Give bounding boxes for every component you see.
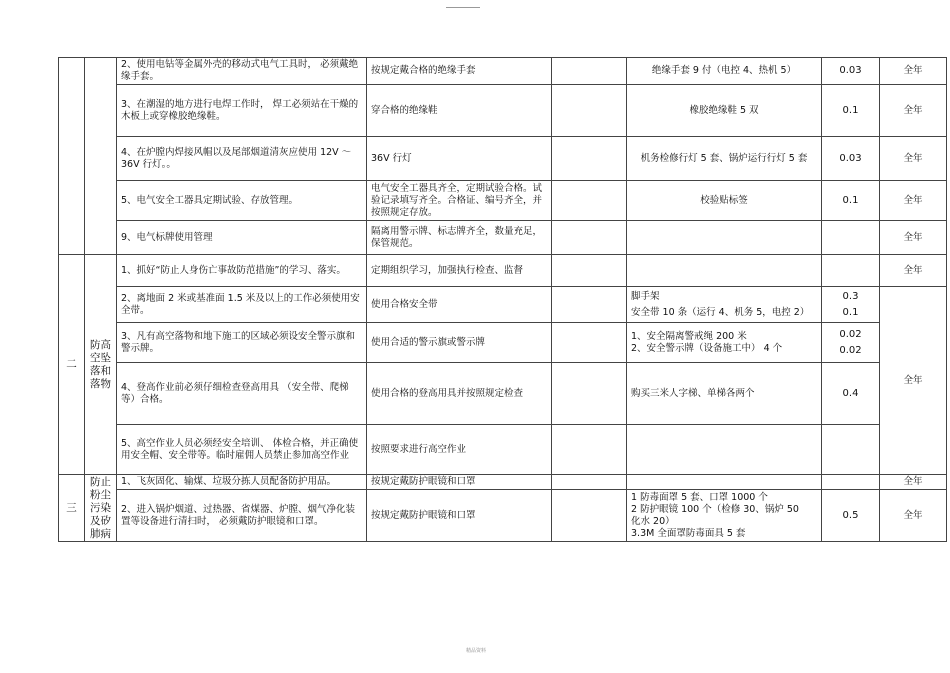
blank-cell <box>552 255 627 287</box>
category-line: 肺病 <box>90 527 111 540</box>
table-row <box>59 181 947 221</box>
blank-cell <box>552 287 627 323</box>
blank-cell <box>552 490 627 542</box>
category-line: 防止 <box>90 475 111 488</box>
period-cell: 全年 <box>880 181 947 221</box>
measure-cell: 穿合格的绝缘鞋 <box>367 85 552 137</box>
footer-note: 精品资料 <box>466 648 487 654</box>
measure-cell: 使用合适的警示旗或警示牌 <box>367 323 552 363</box>
category-line: 防高 <box>90 338 111 351</box>
measure-cell: 按规定戴合格的绝缘手套 <box>367 58 552 85</box>
measure-cell: 定期组织学习，加强执行检查、监督 <box>367 255 552 287</box>
period-cell: 全年 <box>880 58 947 85</box>
plan-line: 脚手架 <box>631 290 660 302</box>
category-line: 及矽 <box>90 514 111 527</box>
item-cell: 2、使用电钻等金属外壳的移动式电气工具时， 必须戴绝缘手套。 <box>117 58 367 85</box>
plan-cell <box>627 323 822 363</box>
item-cell: 4、登高作业前必须仔细检查登高用具 （安全带、爬梯等）合格。 <box>117 363 367 425</box>
item-cell: 2、离地面 2 米或基准面 1.5 米及以上的工作必须使用安全带。 <box>117 287 367 323</box>
blank-cell <box>552 475 627 490</box>
plan-cell <box>627 221 822 255</box>
item-cell: 5、电气安全工器具定期试验、存放管理。 <box>117 181 367 221</box>
plan-cell: 绝缘手套 9 付（电控 4、热机 5） <box>627 58 822 85</box>
blank-cell <box>552 137 627 181</box>
plan-line: 2、安全警示牌（设备施工中） 4 个 <box>631 342 783 354</box>
plan-line: 2 防护眼镜 100 个（检修 30、锅炉 50 <box>631 503 799 515</box>
measure-cell: 隔离用警示牌、标志牌齐全，数量充足，保管规范。 <box>367 221 552 255</box>
table-row <box>59 363 947 425</box>
category-line: 空坠 <box>90 351 111 364</box>
plan-cell <box>627 475 822 490</box>
measure-cell: 按照要求进行高空作业 <box>367 425 552 475</box>
period-cell: 全年 <box>880 490 947 542</box>
table-row <box>59 490 947 542</box>
section-number-cell <box>59 58 85 255</box>
table-row <box>59 287 947 323</box>
safety-measures-table <box>58 57 947 542</box>
cost-line: 0.02 <box>839 328 862 340</box>
item-cell: 5、高空作业人员必须经安全培训、 体检合格，并正确使用安全帽、安全带等。临时雇佣人员禁止参加高空作业 <box>117 425 367 475</box>
plan-line: 3.3M 全面罩防毒面具 5 套 <box>631 527 746 539</box>
cost-line: 0.1 <box>842 306 859 318</box>
measure-cell: 使用合格安全带 <box>367 287 552 323</box>
table-row <box>59 323 947 363</box>
category-line: 污染 <box>90 501 111 514</box>
measure-cell: 使用合格的登高用具并按照规定检查 <box>367 363 552 425</box>
period-cell: 全年 <box>880 85 947 137</box>
table-row <box>59 137 947 181</box>
item-cell: 1、飞灰固化、输煤、垃圾分拣人员配备防护用品。 <box>117 475 367 490</box>
period-cell: 全年 <box>880 221 947 255</box>
measure-cell: 电气安全工器具齐全，定期试验合格。试验记录填写齐全。合格证、编号齐全，并按照规定存放。 <box>367 181 552 221</box>
category-line: 粉尘 <box>90 488 111 501</box>
table-row <box>59 475 947 490</box>
blank-cell <box>552 58 627 85</box>
plan-line: 1 防毒面罩 5 套、口罩 1000 个 <box>631 491 768 503</box>
plan-cell <box>627 490 822 542</box>
blank-cell <box>552 323 627 363</box>
measure-cell: 按规定戴防护眼镜和口罩 <box>367 475 552 490</box>
blank-cell <box>552 221 627 255</box>
plan-cell <box>627 255 822 287</box>
cost-cell <box>822 255 880 287</box>
section-category-cell <box>85 475 117 542</box>
cost-cell <box>822 221 880 255</box>
plan-cell: 橡胶绝缘鞋 5 双 <box>627 85 822 137</box>
cost-cell <box>822 323 880 363</box>
section-number-cell: 二 <box>59 255 85 475</box>
cost-cell: 0.5 <box>822 490 880 542</box>
blank-cell <box>552 425 627 475</box>
item-cell: 1、抓好“防止人身伤亡事故防范措施”的学习、落实。 <box>117 255 367 287</box>
plan-cell <box>627 287 822 323</box>
period-cell: 全年 <box>880 287 947 475</box>
section-number-cell: 三 <box>59 475 85 542</box>
cost-line: 0.02 <box>839 344 862 356</box>
blank-cell <box>552 85 627 137</box>
section-category-cell <box>85 58 117 255</box>
plan-line: 化水 20） <box>631 515 675 527</box>
table-row <box>59 425 947 475</box>
cost-cell <box>822 287 880 323</box>
period-cell: 全年 <box>880 137 947 181</box>
section-category-cell <box>85 255 117 475</box>
measure-cell: 按规定戴防护眼镜和口罩 <box>367 490 552 542</box>
item-cell: 9、电气标牌使用管理 <box>117 221 367 255</box>
plan-cell: 购买三米人字梯、单梯各两个 <box>627 363 822 425</box>
period-cell: 全年 <box>880 255 947 287</box>
plan-line: 1、安全隔离警戒绳 200 米 <box>631 330 747 342</box>
cost-cell: 0.1 <box>822 85 880 137</box>
period-cell: 全年 <box>880 475 947 490</box>
plan-cell <box>627 425 822 475</box>
item-cell: 3、在潮湿的地方进行电焊工作时， 焊工必须站在干燥的木板上或穿橡胶绝缘鞋。 <box>117 85 367 137</box>
table-row <box>59 85 947 137</box>
item-cell: 4、在炉膛内焊接风帽以及尾部烟道清灰应使用 12V ～36V 行灯。。 <box>117 137 367 181</box>
cost-cell: 0.03 <box>822 137 880 181</box>
measure-cell: 36V 行灯 <box>367 137 552 181</box>
table-row <box>59 58 947 85</box>
table-row <box>59 221 947 255</box>
item-cell: 2、进入锅炉烟道、过热器、省煤器、炉膛、烟气净化装置等设备进行清扫时， 必须戴防护眼镜和口罩。 <box>117 490 367 542</box>
category-line: 落物 <box>90 377 111 390</box>
cost-line: 0.3 <box>842 290 859 302</box>
cost-cell <box>822 475 880 490</box>
cost-cell <box>822 425 880 475</box>
blank-cell <box>552 181 627 221</box>
plan-cell: 校验贴标签 <box>627 181 822 221</box>
cost-cell: 0.03 <box>822 58 880 85</box>
item-cell: 3、凡有高空落物和地下施工的区域必须设安全警示旗和警示牌。 <box>117 323 367 363</box>
table-row <box>59 255 947 287</box>
header-rule <box>446 7 480 8</box>
cost-cell: 0.4 <box>822 363 880 425</box>
category-line: 落和 <box>90 364 111 377</box>
plan-cell: 机务检修行灯 5 套、锅炉运行行灯 5 套 <box>627 137 822 181</box>
cost-cell: 0.1 <box>822 181 880 221</box>
blank-cell <box>552 363 627 425</box>
plan-line: 安全带 10 条（运行 4、机务 5，电控 2） <box>631 306 810 318</box>
